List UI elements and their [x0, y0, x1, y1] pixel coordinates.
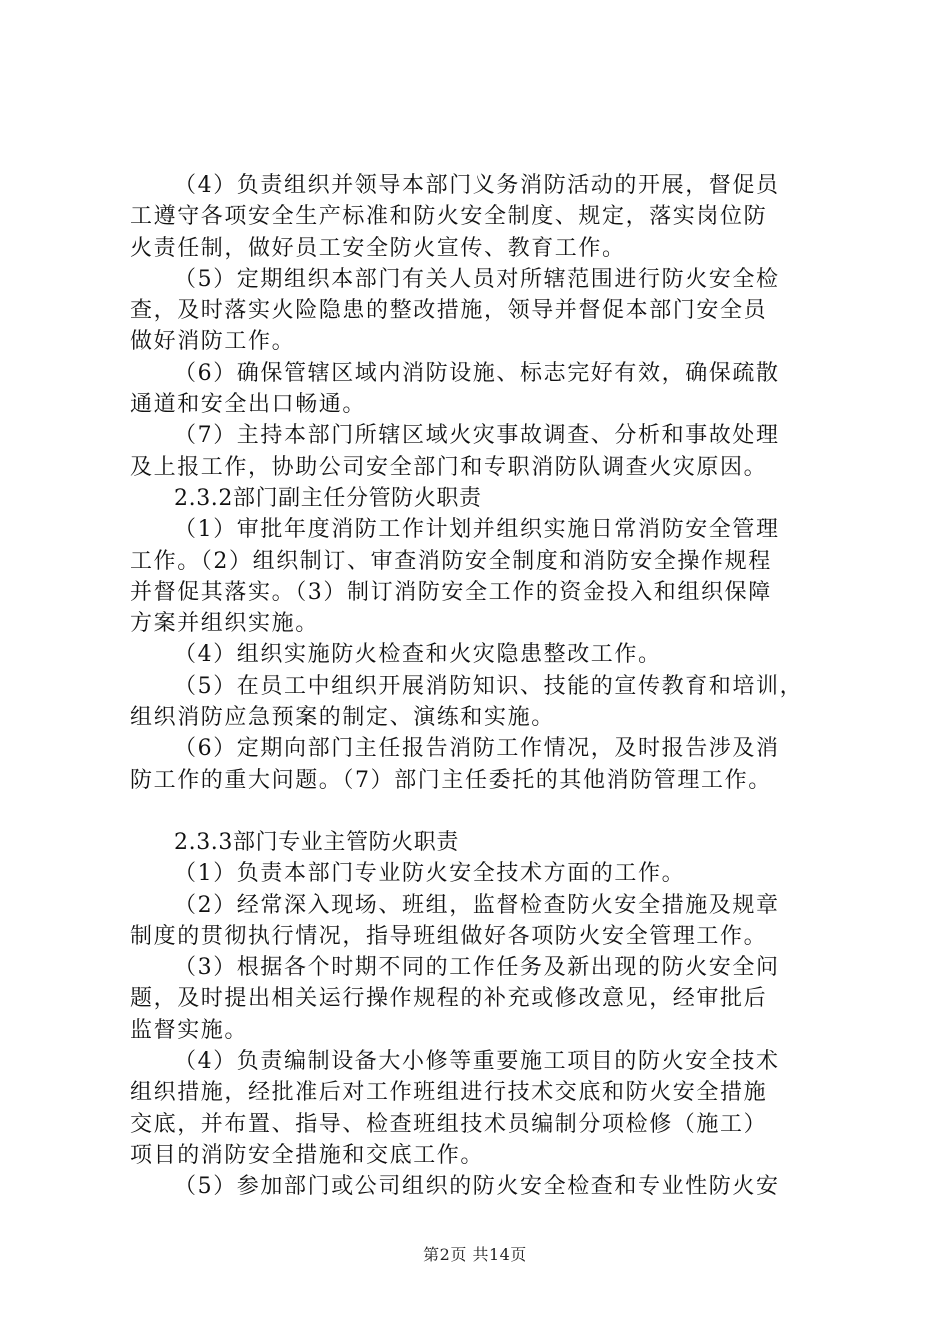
blank-line	[130, 796, 830, 827]
text-line: （4）负责编制设备大小修等重要施工项目的防火安全技术	[174, 1049, 780, 1075]
text-line: （6）定期向部门主任报告消防工作情况，及时报告涉及消	[174, 736, 780, 762]
text-line: 题，及时提出相关运行操作规程的补充或修改意见，经审批后	[130, 986, 768, 1012]
text-line: （5）定期组织本部门有关人员对所辖范围进行防火安全检	[174, 266, 780, 292]
text-line: （1）负责本部门专业防火安全技术方面的工作。	[174, 861, 686, 887]
text-line: 并督促其落实。（3）制订消防安全工作的资金投入和组织保障	[130, 579, 772, 605]
text-line: （1）审批年度消防工作计划并组织实施日常消防安全管理	[174, 517, 780, 543]
text-line: 工遵守各项安全生产标准和防火安全制度、规定，落实岗位防	[130, 204, 768, 230]
text-line: 项目的消防安全措施和交底工作。	[130, 1142, 485, 1168]
text-line: （6）确保管辖区域内消防设施、标志完好有效，确保疏散	[174, 360, 780, 386]
text-line: 通道和安全出口畅通。	[130, 392, 367, 418]
text-line: 火责任制，做好员工安全防火宣传、教育工作。	[130, 235, 626, 261]
text-line: （4）组织实施防火检查和火灾隐患整改工作。	[174, 642, 662, 668]
text-line: （3）根据各个时期不同的工作任务及新出现的防火安全问	[174, 955, 780, 981]
document-body	[130, 170, 830, 1203]
text-line: 监督实施。	[130, 1017, 249, 1043]
text-line: 工作。（2）组织制订、审查消防安全制度和消防安全操作规程	[130, 548, 772, 574]
text-line: 做好消防工作。	[130, 329, 296, 355]
text-line: 交底，并布置、指导、检查班组技术员编制分项检修（施工）	[130, 1111, 768, 1137]
text-line: （7）主持本部门所辖区域火灾事故调查、分析和事故处理	[174, 423, 780, 449]
text-line: 组织消防应急预案的制定、演练和实施。	[130, 705, 555, 731]
text-line: 查，及时落实火险隐患的整改措施，领导并督促本部门安全员	[130, 298, 768, 324]
text-line: 制度的贯彻执行情况，指导班组做好各项防火安全管理工作。	[130, 923, 768, 949]
text-line: 及上报工作，协助公司安全部门和专职消防队调查火灾原因。	[130, 454, 768, 480]
text-line: （5）在员工中组织开展消防知识、技能的宣传教育和培训，	[174, 673, 804, 699]
text-line: （5）参加部门或公司组织的防火安全检查和专业性防火安	[174, 1174, 780, 1200]
text-line: （4）负责组织并领导本部门义务消防活动的开展，督促员	[174, 173, 780, 198]
text-line: 方案并组织实施。	[130, 611, 319, 637]
section-heading: 2.3.3部门专业主管防火职责	[174, 829, 459, 855]
text-line: （2）经常深入现场、班组，监督检查防火安全措施及规章	[174, 892, 780, 918]
section-heading: 2.3.2部门副主任分管防火职责	[174, 485, 482, 511]
text-line: 组织措施，经批准后对工作班组进行技术交底和防火安全措施	[130, 1080, 768, 1106]
page-footer: 第2页 共14页	[423, 1245, 527, 1264]
text-line: 防工作的重大问题。（7）部门主任委托的其他消防管理工作。	[130, 767, 772, 793]
